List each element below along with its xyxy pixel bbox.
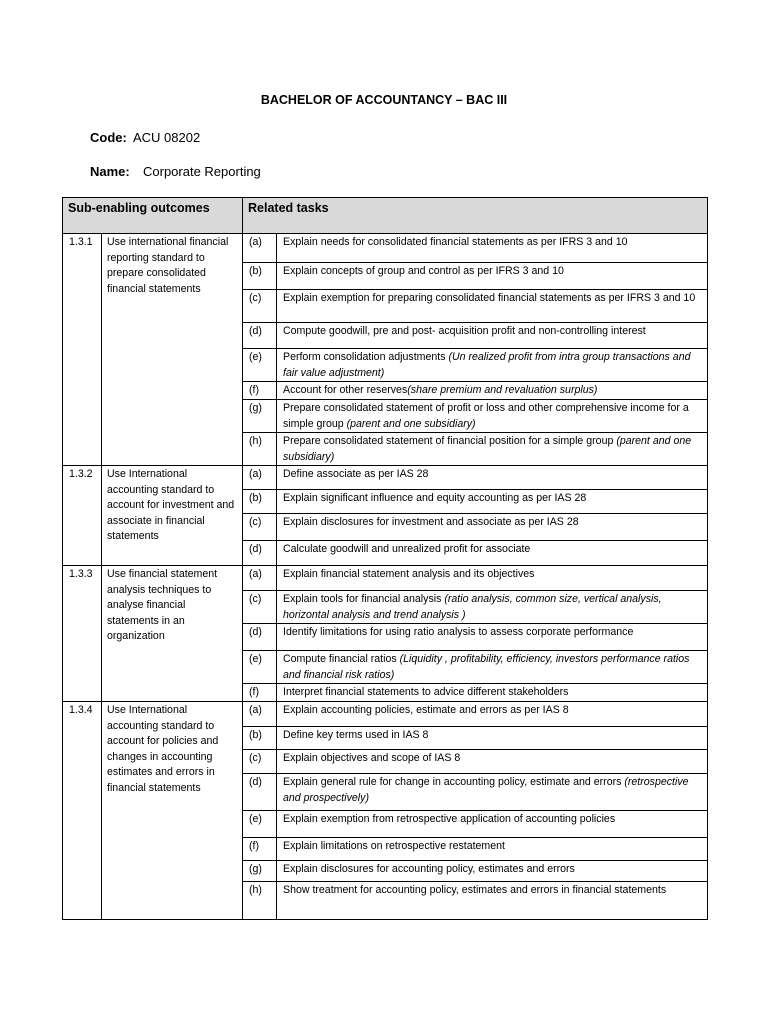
task-letter: (a) [243, 466, 277, 490]
task-letter: (h) [243, 882, 277, 920]
task-letter: (b) [243, 263, 277, 290]
task-description [277, 400, 708, 433]
task-description [277, 514, 708, 541]
task-text: Define associate as per IAS 28 [283, 468, 429, 480]
task-text: Explain concepts of group and control as per IFRS 3 and 10 [283, 265, 564, 277]
task-description [277, 882, 708, 920]
task-text: Identify limitations for using ratio analysis to assess corporate performance [283, 626, 634, 638]
task-letter: (d) [243, 624, 277, 651]
task-text: Prepare consolidated statement of financial position for a simple group [283, 435, 617, 447]
task-description [277, 323, 708, 349]
task-description [277, 727, 708, 750]
task-text: Calculate goodwill and unrealized profit for associate [283, 543, 531, 555]
outcome-description: Use international financial reporting standard to prepare consolidated financial statements [102, 234, 243, 466]
task-italic-note: (retrospective and prospectively) [283, 776, 689, 804]
task-text: Explain exemption for preparing consolidated financial statements as per IFRS 3 and 10 [283, 292, 696, 304]
table-row [63, 702, 708, 727]
task-text: Compute financial ratios [283, 653, 400, 665]
header-related-tasks: Related tasks [243, 198, 708, 234]
task-text: Interpret financial statements to advice different stakeholders [283, 686, 569, 698]
task-text: Explain tools for financial analysis [283, 593, 445, 605]
task-description [277, 624, 708, 651]
task-text: Compute goodwill, pre and post- acquisition profit and non-controlling interest [283, 325, 646, 337]
task-description [277, 811, 708, 838]
table-row [63, 566, 708, 591]
outcome-description: Use International accounting standard to account for policies and changes in accounting estimates and errors in financial statements [102, 702, 243, 920]
task-letter: (a) [243, 702, 277, 727]
task-letter: (a) [243, 234, 277, 263]
outcome-number: 1.3.2 [63, 466, 102, 566]
outcome-number: 1.3.1 [63, 234, 102, 466]
outcome-number: 1.3.3 [63, 566, 102, 702]
task-italic-note: (parent and one subsidiary) [283, 435, 692, 463]
task-text: Account for other reserves [283, 384, 408, 396]
task-description [277, 382, 708, 400]
task-letter: (e) [243, 349, 277, 382]
task-description [277, 433, 708, 466]
task-description [277, 349, 708, 382]
task-letter: (e) [243, 651, 277, 684]
task-italic-note: (parent and one subsidiary) [346, 417, 476, 430]
task-letter: (g) [243, 400, 277, 433]
task-text: Explain significant influence and equity accounting as per IAS 28 [283, 492, 587, 504]
task-description [277, 263, 708, 290]
task-description [277, 702, 708, 727]
task-text: Explain objectives and scope of IAS 8 [283, 752, 461, 764]
task-letter: (c) [243, 750, 277, 774]
task-text: Explain exemption from retrospective application of accounting policies [283, 813, 616, 825]
task-text: Explain financial statement analysis and its objectives [283, 568, 535, 580]
table-header-row [63, 198, 708, 234]
task-letter: (d) [243, 774, 277, 811]
task-description [277, 684, 708, 702]
table-row [63, 466, 708, 490]
task-text: Explain accounting policies, estimate and errors as per IAS 8 [283, 704, 569, 716]
task-letter: (f) [243, 684, 277, 702]
course-name-row [90, 164, 261, 179]
task-description [277, 861, 708, 882]
outcomes-table [62, 197, 708, 920]
task-text: Show treatment for accounting policy, estimates and errors in financial statements [283, 884, 667, 896]
header-sub-enabling-outcomes: Sub-enabling outcomes [63, 198, 243, 234]
task-letter: (a) [243, 566, 277, 591]
outcome-description: Use International accounting standard to account for investment and associate in financial statements [102, 466, 243, 566]
task-text: Explain general rule for change in accounting policy, estimate and errors [283, 776, 625, 788]
task-letter: (b) [243, 490, 277, 514]
task-letter: (c) [243, 591, 277, 624]
task-italic-note: (share premium and revaluation surplus) [407, 384, 598, 396]
task-letter: (b) [243, 727, 277, 750]
task-text: Define key terms used in IAS 8 [283, 729, 429, 741]
task-letter: (c) [243, 514, 277, 541]
table-row [63, 234, 708, 263]
task-description [277, 466, 708, 490]
name-value: Corporate Reporting [143, 164, 261, 179]
task-description [277, 750, 708, 774]
task-text: Explain disclosures for accounting policy, estimates and errors [283, 863, 575, 875]
task-text: Explain needs for consolidated financial statements as per IFRS 3 and 10 [283, 236, 628, 248]
task-description [277, 591, 708, 624]
task-letter: (d) [243, 541, 277, 566]
task-description [277, 838, 708, 861]
task-text: Explain disclosures for investment and associate as per IAS 28 [283, 516, 579, 528]
task-letter: (e) [243, 811, 277, 838]
task-description [277, 234, 708, 263]
task-text: Perform consolidation adjustments [283, 351, 449, 363]
task-letter: (c) [243, 290, 277, 323]
document-title: BACHELOR OF ACCOUNTANCY – BAC III [260, 93, 508, 107]
task-description [277, 774, 708, 811]
task-description [277, 566, 708, 591]
task-letter: (g) [243, 861, 277, 882]
task-description [277, 541, 708, 566]
task-description [277, 651, 708, 684]
task-italic-note: (Liquidity , profitability, efficiency, investors performance ratios and financial risk ratios) [283, 653, 690, 681]
task-text: Prepare consolidated statement of profit or loss and other comprehensive income for a simple group [283, 402, 689, 430]
course-code-row [90, 130, 200, 145]
name-label: Name: [90, 164, 130, 179]
outcome-description: Use financial statement analysis techniques to analyse financial statements in an organization [102, 566, 243, 702]
task-italic-note: (Un realized profit from intra group transactions and fair value adjustment) [283, 351, 691, 379]
task-letter: (f) [243, 838, 277, 861]
task-description [277, 290, 708, 323]
task-letter: (f) [243, 382, 277, 400]
code-label: Code: [90, 130, 127, 145]
outcome-number: 1.3.4 [63, 702, 102, 920]
task-italic-note: (ratio analysis, common size, vertical analysis, horizontal analysis and trend analysis ) [283, 593, 662, 621]
task-text: Explain limitations on retrospective restatement [283, 840, 505, 852]
task-letter: (h) [243, 433, 277, 466]
task-letter: (d) [243, 323, 277, 349]
task-description [277, 490, 708, 514]
code-value: ACU 08202 [133, 130, 201, 145]
